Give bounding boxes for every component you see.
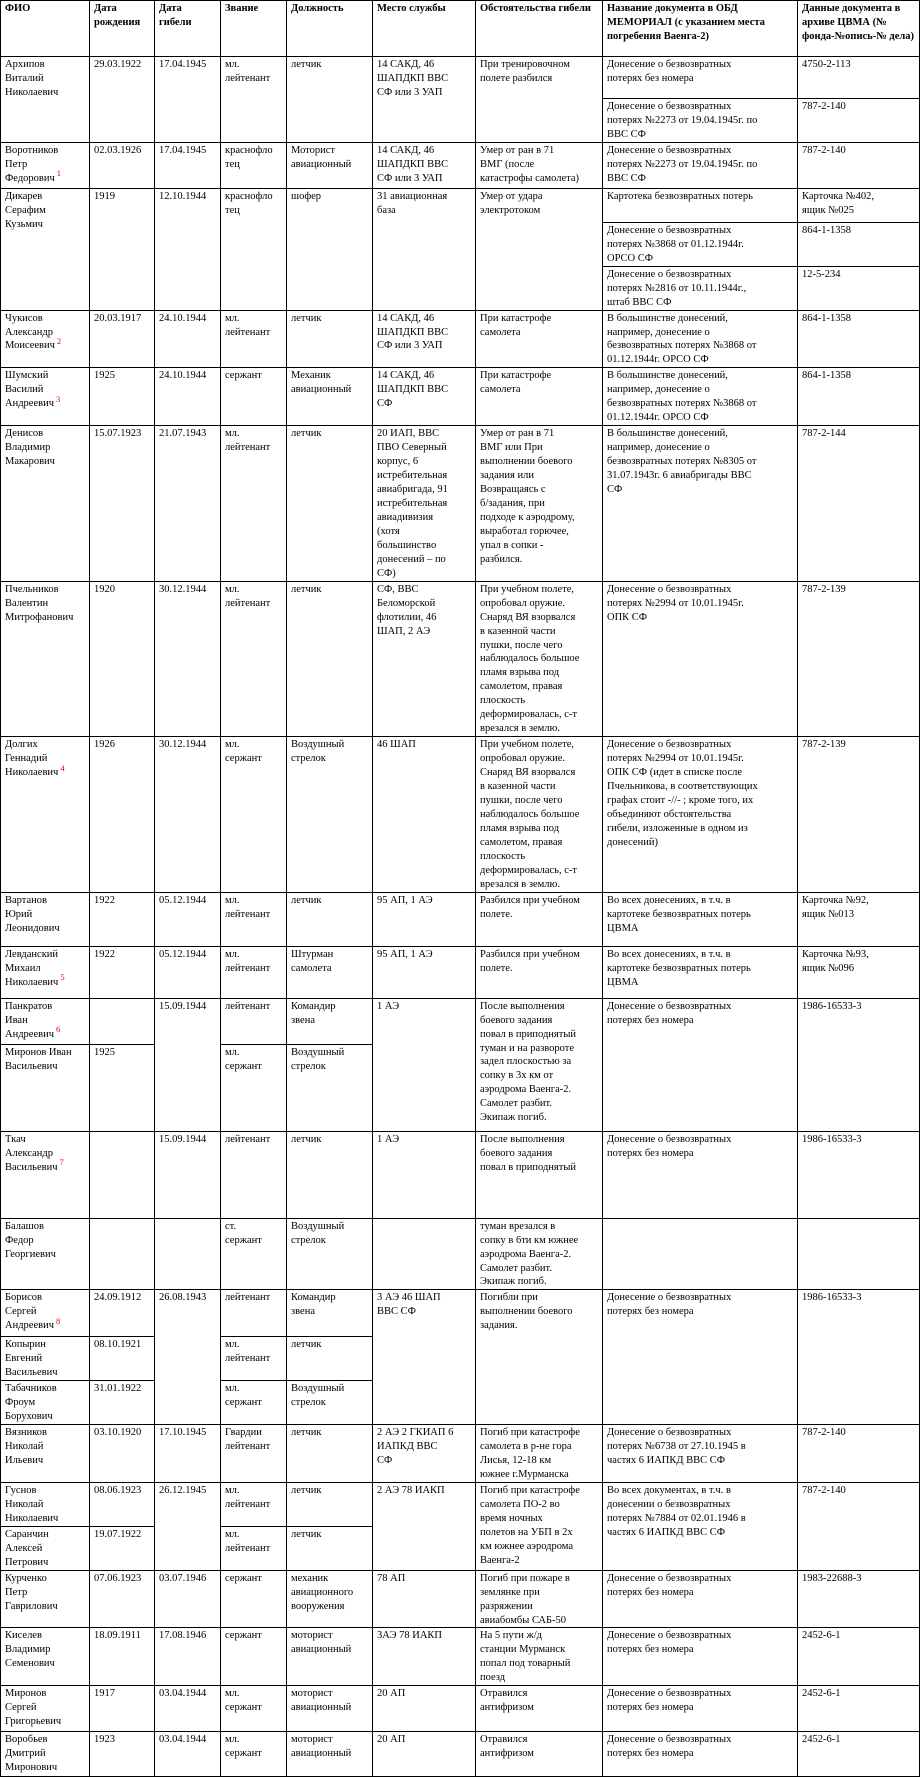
- post-cell: моторист авиационный: [287, 1732, 373, 1777]
- circumstances-cell: После выполнения боевого задания повал в приподнятый туман и на развороте задел плоскостью за сопку в 3х км от аэродрома Ваенга-2. Самолет разбит. Экипаж погиб.: [476, 998, 603, 1131]
- header-post: Должность: [287, 1, 373, 57]
- circumstances-cell: При катастрофе самолета: [476, 368, 603, 426]
- document-cell: Во всех донесениях, в т.ч. в картотеке безвозвратных потерь ЦВМА: [603, 946, 798, 998]
- archive-cell: 1986-16533-3: [798, 998, 920, 1131]
- death-date-cell: 05.12.1944: [155, 892, 221, 946]
- fio-cell: Курченко Петр Гаврилович: [1, 1570, 90, 1628]
- service-place-cell: 95 АП, 1 АЭ: [373, 892, 476, 946]
- service-place-cell: 2 АЭ 78 ИАКП: [373, 1482, 476, 1570]
- death-date-cell: [155, 1218, 221, 1290]
- table-body-groups: [1, 998, 920, 1570]
- document-cell: Донесение о безвозвратных потерях №6738 от 27.10.1945 в частях 6 ИАПКД ВВС СФ: [603, 1425, 798, 1483]
- rank-cell: лейтенант: [221, 998, 287, 1044]
- table-body-main: [1, 57, 920, 999]
- archive-cell: 2452-6-1: [798, 1628, 920, 1686]
- birth-date-cell: 19.07.1922: [90, 1526, 155, 1570]
- fio-cell: Миронов Иван Васильевич: [1, 1044, 90, 1131]
- rank-cell: мл. сержант: [221, 1686, 287, 1732]
- document-cell: Донесение о безвозвратных потерях без номера: [603, 1628, 798, 1686]
- table-row: [1, 737, 920, 892]
- birth-date-cell: 07.06.1923: [90, 1570, 155, 1628]
- circumstances-cell: Отравился антифризом: [476, 1686, 603, 1732]
- birth-date-cell: 1926: [90, 737, 155, 892]
- post-cell: моторист авиационный: [287, 1686, 373, 1732]
- circumstances-cell: После выполнения боевого задания повал в приподнятый: [476, 1131, 603, 1218]
- death-date-cell: 21.07.1943: [155, 426, 221, 581]
- service-place-cell: 95 АП, 1 АЭ: [373, 946, 476, 998]
- service-place-cell: 20 АП: [373, 1686, 476, 1732]
- table-row: [1, 1628, 920, 1686]
- rank-cell: сержант: [221, 368, 287, 426]
- circumstances-cell: При учебном полете, опробовал оружие. Снаряд ВЯ взорвался в казенной части пушки, после чего наблюдалось большое пламя взрыва под самолетом, правая плоскость деформировалась, с-т врезался в землю.: [476, 737, 603, 892]
- header-archive-data: Данные документа в архиве ЦВМА (№ фонда-№опись-№ дела): [798, 1, 920, 57]
- post-cell: летчик: [287, 581, 373, 736]
- document-cell: Донесение о безвозвратных потерях без номера: [603, 1686, 798, 1732]
- document-cell: Донесение о безвозвратных потерях без номера: [603, 1732, 798, 1777]
- rank-cell: мл. лейтенант: [221, 892, 287, 946]
- post-cell: Воздушный стрелок: [287, 1381, 373, 1425]
- death-date-cell: 17.04.1945: [155, 57, 221, 143]
- fio-cell: Воробьев Дмитрий Миронович: [1, 1732, 90, 1777]
- death-date-cell: 05.12.1944: [155, 946, 221, 998]
- death-date-cell: 26.08.1943: [155, 1290, 221, 1425]
- rank-cell: мл. лейтенант: [221, 310, 287, 368]
- fio-cell: Табачников Фроум Борухович: [1, 1381, 90, 1425]
- document-cell: Донесение о безвозвратных потерях №2816 от 10.11.1944г., штаб ВВС СФ: [603, 266, 798, 310]
- rank-cell: мл. сержант: [221, 1732, 287, 1777]
- table-row: [1, 1218, 920, 1290]
- post-cell: летчик: [287, 1337, 373, 1381]
- fio-cell: Саранчин Алексей Петрович: [1, 1526, 90, 1570]
- post-cell: механик авиационного вооружения: [287, 1570, 373, 1628]
- table-row: [1, 310, 920, 368]
- rank-cell: мл. лейтенант: [221, 57, 287, 143]
- death-date-cell: 26.12.1945: [155, 1482, 221, 1570]
- post-cell: летчик: [287, 1526, 373, 1570]
- birth-date-cell: 1922: [90, 946, 155, 998]
- fio-cell: Архипов Виталий Николаевич: [1, 57, 90, 143]
- table-row: [1, 946, 920, 998]
- rank-cell: мл. сержант: [221, 1381, 287, 1425]
- table-row: [1, 1686, 920, 1732]
- rank-cell: Гвардии лейтенант: [221, 1425, 287, 1483]
- post-cell: летчик: [287, 57, 373, 143]
- post-cell: летчик: [287, 892, 373, 946]
- service-place-cell: 14 САКД, 46 ШАПДКП ВВС СФ: [373, 368, 476, 426]
- service-place-cell: 14 САКД, 46 ШАПДКП ВВС СФ или 3 УАП: [373, 57, 476, 143]
- table-row: [1, 1131, 920, 1218]
- rank-cell: мл. лейтенант: [221, 1482, 287, 1526]
- rank-cell: сержант: [221, 1570, 287, 1628]
- circumstances-cell: Погибли при выполнении боевого задания.: [476, 1290, 603, 1425]
- rank-cell: мл. лейтенант: [221, 426, 287, 581]
- fio-cell: Гуснов Николай Николаевич: [1, 1482, 90, 1526]
- circumstances-cell: Разбился при учебном полете.: [476, 892, 603, 946]
- death-date-cell: 17.08.1946: [155, 1628, 221, 1686]
- death-date-cell: 15.09.1944: [155, 1131, 221, 1218]
- service-place-cell: 78 АП: [373, 1570, 476, 1628]
- rank-cell: мл. лейтенант: [221, 946, 287, 998]
- death-date-cell: 15.09.1944: [155, 998, 221, 1131]
- archive-cell: 787-2-140: [798, 142, 920, 188]
- service-place-cell: 14 САКД, 46 ШАПДКП ВВС СФ или 3 УАП: [373, 310, 476, 368]
- table-row: [1, 57, 920, 99]
- fio-cell: Шумский Василий Андреевич $^3$: [1, 368, 90, 426]
- death-date-cell: 30.12.1944: [155, 581, 221, 736]
- death-date-cell: 30.12.1944: [155, 737, 221, 892]
- post-cell: летчик: [287, 1131, 373, 1218]
- birth-date-cell: 02.03.1926: [90, 142, 155, 188]
- fio-cell: Копырин Евгений Васильевич: [1, 1337, 90, 1381]
- fio-cell: Денисов Владимир Макарович: [1, 426, 90, 581]
- birth-date-cell: [90, 1131, 155, 1218]
- circumstances-cell: туман врезался в сопку в 6ти км южнее аэродрома Ваенга-2. Самолет разбит. Экипаж погиб.: [476, 1218, 603, 1290]
- header-fio: ФИО: [1, 1, 90, 57]
- archive-cell: 864-1-1358: [798, 368, 920, 426]
- circumstances-cell: Отравился антифризом: [476, 1732, 603, 1777]
- archive-cell: [798, 1218, 920, 1290]
- rank-cell: мл. лейтенант: [221, 1526, 287, 1570]
- service-place-cell: 3 АЭ 46 ШАП ВВС СФ: [373, 1290, 476, 1425]
- fio-cell: Балашов Федор Георгиевич: [1, 1218, 90, 1290]
- birth-date-cell: 1919: [90, 188, 155, 310]
- document-cell: В большинстве донесений, например, донесение о безвозвратных потерях №8305 от 31.07.1943г. 6 авиабригады ВВС СФ: [603, 426, 798, 581]
- fio-cell: Борисов Сергей Андреевич $^8$: [1, 1290, 90, 1337]
- footnote-marker: 7: [59, 1157, 64, 1168]
- document-cell: Во всех документах, в т.ч. в донесении о безвозвратных потерях №7884 от 02.01.1946 в частях 6 ИАПКД ВВС СФ: [603, 1482, 798, 1570]
- circumstances-cell: При учебном полете, опробовал оружие. Снаряд ВЯ взорвался в казенной части пушки, после чего наблюдалось большое пламя взрыва под самолетом, правая плоскость деформировалась, с-т врезался в землю.: [476, 581, 603, 736]
- archive-cell: 787-2-139: [798, 581, 920, 736]
- circumstances-cell: Умер от удара электротоком: [476, 188, 603, 310]
- post-cell: Механик авиационный: [287, 368, 373, 426]
- table-row: [1, 1732, 920, 1777]
- rank-cell: ст. сержант: [221, 1218, 287, 1290]
- circumstances-cell: Погиб при катастрофе самолета ПО-2 во время ночных полетов на УБП в 2х км южнее аэродрома Ваенга-2: [476, 1482, 603, 1570]
- birth-date-cell: 08.10.1921: [90, 1337, 155, 1381]
- header-birth-date: Дата рождения: [90, 1, 155, 57]
- circumstances-cell: Погиб при катастрофе самолета в р-не гора Лисья, 12-18 км южнее г.Мурманска: [476, 1425, 603, 1483]
- footnote-marker: 6: [55, 1024, 61, 1035]
- archive-cell: 1983-22688-3: [798, 1570, 920, 1628]
- table-row: [1, 1290, 920, 1337]
- post-cell: Воздушный стрелок: [287, 1044, 373, 1131]
- table-row: [1, 1482, 920, 1526]
- post-cell: Воздушный стрелок: [287, 1218, 373, 1290]
- post-cell: летчик: [287, 310, 373, 368]
- document-cell: Донесение о безвозвратных потерях №2273 от 19.04.1945г. по ВВС СФ: [603, 99, 798, 143]
- footnote-marker: 5: [60, 972, 65, 983]
- death-date-cell: 24.10.1944: [155, 368, 221, 426]
- fio-cell: Чукисов Александр Моисеевич $^2$: [1, 310, 90, 368]
- table-row: [1, 1425, 920, 1483]
- table-row: [1, 426, 920, 581]
- footnote-marker: 1: [56, 168, 62, 179]
- archive-cell: 12-5-234: [798, 266, 920, 310]
- circumstances-cell: Умер от ран в 71 ВМГ или При выполнении боевого задания или Возвращаясь с б/задания, при подходе к аэродрому, выработал горючее, упал в сопки - разбился.: [476, 426, 603, 581]
- birth-date-cell: 18.09.1911: [90, 1628, 155, 1686]
- footnote-marker: 2: [56, 335, 62, 346]
- document-cell: Донесение о безвозвратных потерях №2994 от 10.01.1945г. ОПК СФ: [603, 581, 798, 736]
- post-cell: летчик: [287, 1425, 373, 1483]
- document-cell: Донесение о безвозвратных потерях без номера: [603, 1570, 798, 1628]
- birth-date-cell: 31.01.1922: [90, 1381, 155, 1425]
- birth-date-cell: 1920: [90, 581, 155, 736]
- post-cell: летчик: [287, 1482, 373, 1526]
- archive-cell: 4750-2-113: [798, 57, 920, 99]
- circumstances-cell: Разбился при учебном полете.: [476, 946, 603, 998]
- archive-cell: 864-1-1358: [798, 222, 920, 266]
- header-service-place: Место службы: [373, 1, 476, 57]
- birth-date-cell: 15.07.1923: [90, 426, 155, 581]
- document-cell: Донесение о безвозвратных потерях без номера: [603, 1131, 798, 1218]
- archive-cell: Карточка №402, ящик №025: [798, 188, 920, 222]
- circumstances-cell: Погиб при пожаре в землянке при разряжении авиабомбы САБ-50: [476, 1570, 603, 1628]
- header-death-date: Дата гибели: [155, 1, 221, 57]
- birth-date-cell: 1923: [90, 1732, 155, 1777]
- service-place-cell: СФ, ВВС Беломорской флотилии, 46 ШАП, 2 АЭ: [373, 581, 476, 736]
- service-place-cell: 2 АЭ 2 ГКИАП 6 ИАПКД ВВС СФ: [373, 1425, 476, 1483]
- archive-cell: 787-2-140: [798, 99, 920, 143]
- fio-cell: Ткач Александр Васильевич $^7$: [1, 1131, 90, 1218]
- footnote-marker: 4: [60, 762, 65, 773]
- death-date-cell: 03.04.1944: [155, 1732, 221, 1777]
- death-date-cell: 12.10.1944: [155, 188, 221, 310]
- header-rank: Звание: [221, 1, 287, 57]
- service-place-cell: 20 АП: [373, 1732, 476, 1777]
- birth-date-cell: 08.06.1923: [90, 1482, 155, 1526]
- archive-cell: 787-2-144: [798, 426, 920, 581]
- rank-cell: краснофло тец: [221, 188, 287, 310]
- header-memorial-document: Название документа в ОБД МЕМОРИАЛ (с указанием места погребения Ваенга-2): [603, 1, 798, 57]
- post-cell: моторист авиационный: [287, 1628, 373, 1686]
- document-cell: В большинстве донесений, например, донесение о безвозвратных потерях №3868 от 01.12.1944г. ОРСО СФ: [603, 310, 798, 368]
- death-date-cell: 17.04.1945: [155, 142, 221, 188]
- header-circumstances: Обстоятельства гибели: [476, 1, 603, 57]
- service-place-cell: 20 ИАП, ВВС ПВО Северный корпус, 6 истребительная авиабригада, 91 истребительная авиадивизия (хотя большинство донесений – по СФ): [373, 426, 476, 581]
- birth-date-cell: [90, 998, 155, 1044]
- rank-cell: лейтенант: [221, 1131, 287, 1218]
- birth-date-cell: 29.03.1922: [90, 57, 155, 143]
- circumstances-cell: При катастрофе самолета: [476, 310, 603, 368]
- birth-date-cell: 24.09.1912: [90, 1290, 155, 1337]
- post-cell: Моторист авиационный: [287, 142, 373, 188]
- document-cell: Донесение о безвозвратных потерях без номера: [603, 1290, 798, 1425]
- document-cell: Донесение о безвозвратных потерях без номера: [603, 57, 798, 99]
- archive-cell: 787-2-140: [798, 1482, 920, 1570]
- fio-cell: Вязников Николай Ильевич: [1, 1425, 90, 1483]
- archive-cell: 787-2-139: [798, 737, 920, 892]
- post-cell: Штурман самолета: [287, 946, 373, 998]
- fio-cell: Пчельников Валентин Митрофанович: [1, 581, 90, 736]
- table-header-row: [1, 1, 920, 57]
- table-row: [1, 1570, 920, 1628]
- post-cell: шофер: [287, 188, 373, 310]
- footnote-marker: 8: [55, 1315, 61, 1326]
- table-row: [1, 142, 920, 188]
- death-date-cell: 24.10.1944: [155, 310, 221, 368]
- table-body-end: [1, 1570, 920, 1777]
- fio-cell: Воротников Петр Федорович $^1$: [1, 142, 90, 188]
- archive-cell: Карточка №93, ящик №096: [798, 946, 920, 998]
- circumstances-cell: Умер от ран в 71 ВМГ (после катастрофы самолета): [476, 142, 603, 188]
- document-cell: Во всех донесениях, в т.ч. в картотеке безвозвратных потерь ЦВМА: [603, 892, 798, 946]
- archive-cell: 864-1-1358: [798, 310, 920, 368]
- document-cell: Донесение о безвозвратных потерях без номера: [603, 998, 798, 1131]
- document-cell: [603, 1218, 798, 1290]
- fio-cell: Панкратов Иван Андреевич $^6$: [1, 998, 90, 1044]
- rank-cell: мл. сержант: [221, 1044, 287, 1131]
- circumstances-cell: На 5 пути ж/д станции Мурманск попал под товарный поезд: [476, 1628, 603, 1686]
- table-row: [1, 188, 920, 222]
- rank-cell: краснофло тец: [221, 142, 287, 188]
- fio-cell: Дикарев Серафим Кузьмич: [1, 188, 90, 310]
- footnote-marker: 3: [55, 393, 61, 404]
- document-cell: В большинстве донесений, например, донесение о безвозвратных потерях №3868 от 01.12.1944г. ОРСО СФ: [603, 368, 798, 426]
- table-row: [1, 892, 920, 946]
- service-place-cell: 14 САКД, 46 ШАПДКП ВВС СФ или 3 УАП: [373, 142, 476, 188]
- rank-cell: сержант: [221, 1628, 287, 1686]
- death-date-cell: 03.07.1946: [155, 1570, 221, 1628]
- service-place-cell: 31 авиационная база: [373, 188, 476, 310]
- post-cell: Командир звена: [287, 998, 373, 1044]
- archive-cell: Карточка №92, ящик №013: [798, 892, 920, 946]
- table-row: [1, 581, 920, 736]
- table-row: [1, 998, 920, 1044]
- birth-date-cell: 1925: [90, 368, 155, 426]
- fio-cell: Вартанов Юрий Леонидович: [1, 892, 90, 946]
- archive-cell: 1986-16533-3: [798, 1290, 920, 1425]
- archive-cell: 2452-6-1: [798, 1732, 920, 1777]
- service-place-cell: 1 АЭ: [373, 1131, 476, 1218]
- death-date-cell: 17.10.1945: [155, 1425, 221, 1483]
- post-cell: летчик: [287, 426, 373, 581]
- archive-cell: 787-2-140: [798, 1425, 920, 1483]
- document-cell: Донесение о безвозвратных потерях №2994 от 10.01.1945г. ОПК СФ (идет в списке после Пчельникова, в соответствующих графах стоит -//- ; кроме того, их объединяют обстоятельства гибели, изложенные в одном из донесений): [603, 737, 798, 892]
- rank-cell: мл. лейтенант: [221, 581, 287, 736]
- service-place-cell: 1 АЭ: [373, 998, 476, 1131]
- fio-cell: Киселев Владимир Семенович: [1, 1628, 90, 1686]
- birth-date-cell: 1922: [90, 892, 155, 946]
- fio-cell: Левданский Михаил Николаевич $^5$: [1, 946, 90, 998]
- fio-cell: Долгих Геннадий Николаевич $^4$: [1, 737, 90, 892]
- birth-date-cell: 20.03.1917: [90, 310, 155, 368]
- archive-cell: 1986-16533-3: [798, 1131, 920, 1218]
- rank-cell: лейтенант: [221, 1290, 287, 1337]
- document-cell: Донесение о безвозвратных потерях №3868 от 01.12.1944г. ОРСО СФ: [603, 222, 798, 266]
- death-date-cell: 03.04.1944: [155, 1686, 221, 1732]
- birth-date-cell: [90, 1218, 155, 1290]
- birth-date-cell: 1925: [90, 1044, 155, 1131]
- document-cell: Донесение о безвозвратных потерях №2273 от 19.04.1945г. по ВВС СФ: [603, 142, 798, 188]
- rank-cell: мл. сержант: [221, 737, 287, 892]
- birth-date-cell: 03.10.1920: [90, 1425, 155, 1483]
- rank-cell: мл. лейтенант: [221, 1337, 287, 1381]
- birth-date-cell: 1917: [90, 1686, 155, 1732]
- service-place-cell: 46 ШАП: [373, 737, 476, 892]
- service-place-cell: [373, 1218, 476, 1290]
- fio-cell: Миронов Сергей Григорьевич: [1, 1686, 90, 1732]
- post-cell: Воздушный стрелок: [287, 737, 373, 892]
- archive-cell: 2452-6-1: [798, 1686, 920, 1732]
- document-cell: Картотека безвозвратных потерь: [603, 188, 798, 222]
- service-place-cell: 3АЭ 78 ИАКП: [373, 1628, 476, 1686]
- table-row: [1, 368, 920, 426]
- circumstances-cell: При тренировочном полете разбился: [476, 57, 603, 143]
- post-cell: Командир звена: [287, 1290, 373, 1337]
